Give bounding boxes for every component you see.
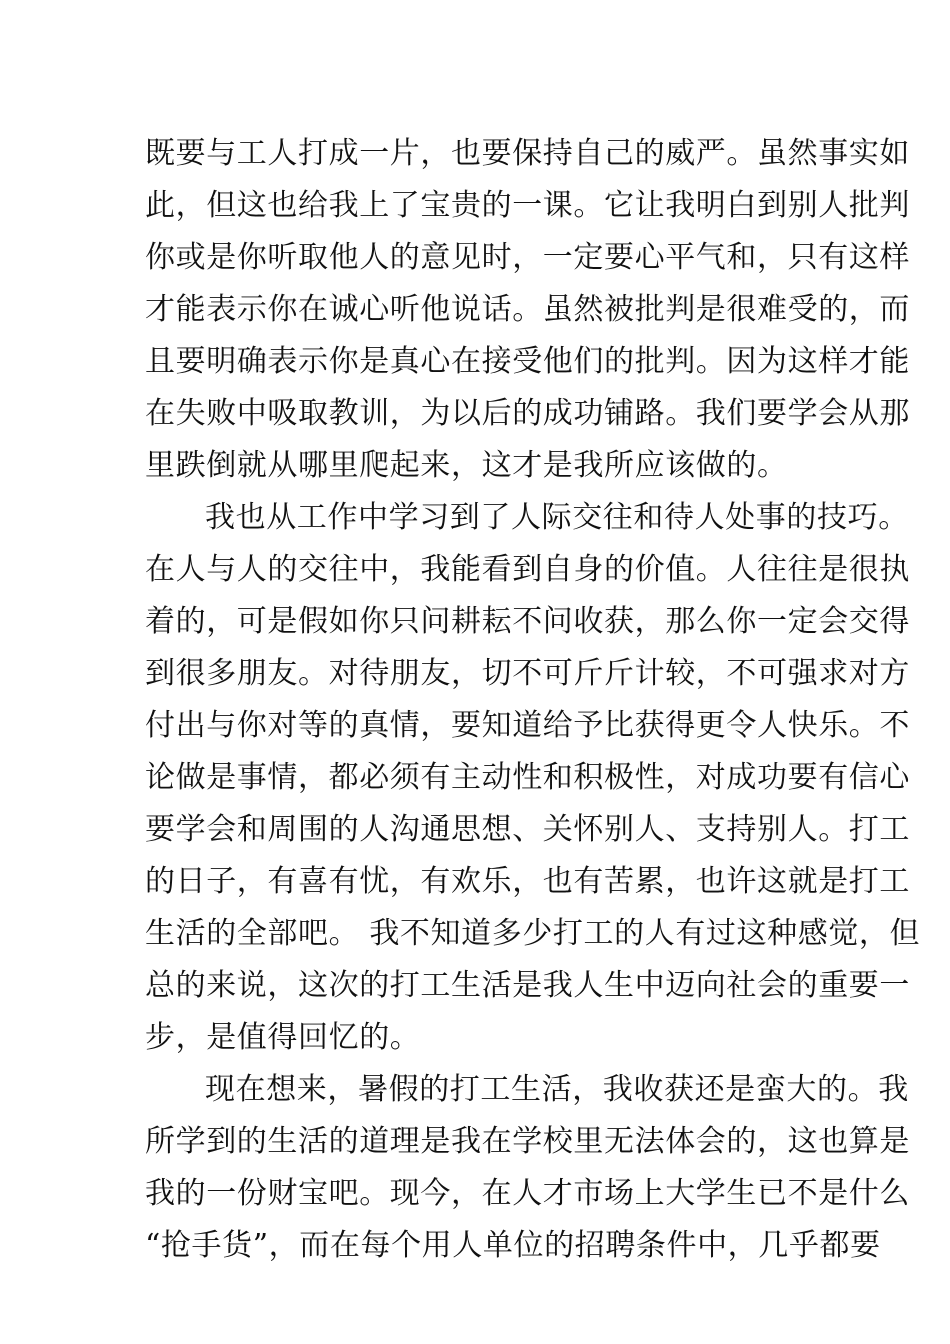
text-line: 里跌倒就从哪里爬起来，这才是我所应该做的。	[145, 448, 788, 483]
text-line: 在失败中吸取教训，为以后的成功铺路。我们要学会从那	[145, 396, 910, 431]
paragraph-2	[145, 492, 921, 1064]
text-line: 到很多朋友。对待朋友，切不可斤斤计较，不可强求对方	[145, 656, 910, 691]
text-line: 既要与工人打成一片，也要保持自己的威严。虽然事实如	[145, 136, 910, 171]
text-line: 总的来说，这次的打工生活是我人生中迈向社会的重要一	[145, 968, 910, 1003]
text-line: 我的一份财宝吧。现今，在人才市场上大学生已不是什么	[145, 1176, 910, 1211]
text-line: 我也从工作中学习到了人际交往和待人处事的技巧。	[205, 500, 909, 535]
text-line: 着的，可是假如你只问耕耘不问收获，那么你一定会交得	[145, 604, 910, 639]
text-line: 所学到的生活的道理是我在学校里无法体会的，这也算是	[145, 1124, 910, 1159]
text-line: 才能表示你在诚心听他说话。虽然被批判是很难受的，而	[145, 292, 910, 327]
text-line: 此，但这也给我上了宝贵的一课。它让我明白到别人批判	[145, 188, 910, 223]
text-line: 步，是值得回忆的。	[145, 1020, 421, 1055]
text-line: 要学会和周围的人沟通思想、关怀别人、支持别人。打工	[145, 812, 910, 847]
text-line: 付出与你对等的真情，要知道给予比获得更令人快乐。不	[145, 708, 910, 743]
document-body	[145, 128, 921, 1272]
text-line: 且要明确表示你是真心在接受他们的批判。因为这样才能	[145, 344, 910, 379]
text-line: “抢手货”，而在每个用人单位的招聘条件中，几乎都要	[145, 1228, 881, 1263]
text-line: 在人与人的交往中，我能看到自身的价值。人往往是很执	[145, 552, 910, 587]
text-line: 的日子，有喜有忧，有欢乐，也有苦累，也许这就是打工	[145, 864, 910, 899]
text-line: 生活的全部吧。 我不知道多少打工的人有过这种感觉，但	[145, 916, 921, 951]
text-line: 你或是你听取他人的意见时，一定要心平气和，只有这样	[145, 240, 910, 275]
paragraph-1	[145, 128, 910, 492]
paragraph-3	[145, 1064, 910, 1272]
text-line: 论做是事情，都必须有主动性和积极性，对成功要有信心	[145, 760, 910, 795]
text-line: 现在想来，暑假的打工生活，我收获还是蛮大的。我	[205, 1072, 909, 1107]
